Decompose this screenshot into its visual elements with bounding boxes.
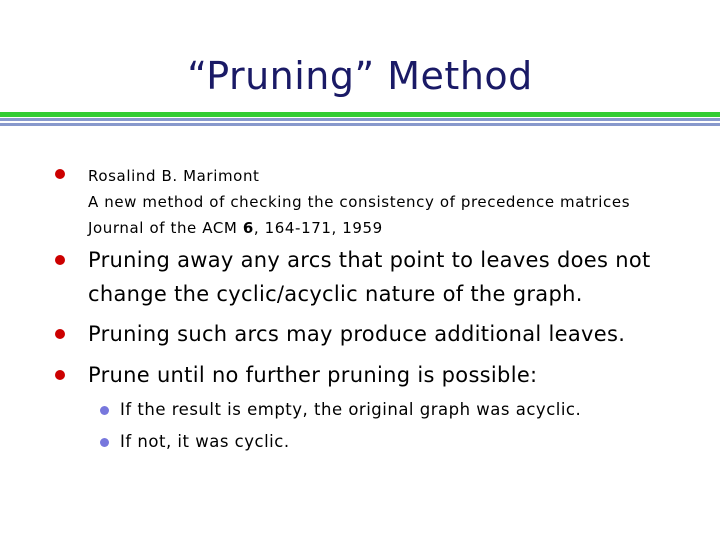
bullet-item-additional-leaves: Pruning such arcs may produce additional leaves. [88,322,626,346]
bullet-dot-icon [55,169,65,179]
sub-bullet-item-cyclic: If not, it was cyclic. [120,432,290,451]
reference-paper-title: A new method of checking the consistency of precedence matrices [88,193,631,211]
sub-bullet-dot-icon [100,438,109,447]
title-divider-green [0,112,720,117]
slide-title: “Pruning” Method [187,54,533,98]
title-divider-blue-bottom [0,123,720,126]
reference-volume: 6 [242,219,254,237]
reference-author: Rosalind B. Marimont [88,167,260,185]
sub-bullet-dot-icon [100,406,109,415]
bullet-dot-icon [55,329,65,339]
bullet-item-pruning-away [88,243,651,311]
title-divider-blue-top [0,118,720,121]
bullet-line: change the cyclic/acyclic nature of the graph. [88,282,583,306]
sub-bullet-item-acyclic: If the result is empty, the original graph was acyclic. [120,400,582,419]
reference-pages-year: , 164-171, 1959 [253,219,383,237]
bullet-dot-icon [55,255,65,265]
bullet-dot-icon [55,370,65,380]
bullet-item-prune-until: Prune until no further pruning is possible: [88,363,538,387]
bullet-line: Pruning away any arcs that point to leaves does not [88,248,651,272]
reference-journal [88,215,630,241]
reference-journal-name: Journal of the ACM [88,219,243,237]
reference-block [88,163,630,241]
